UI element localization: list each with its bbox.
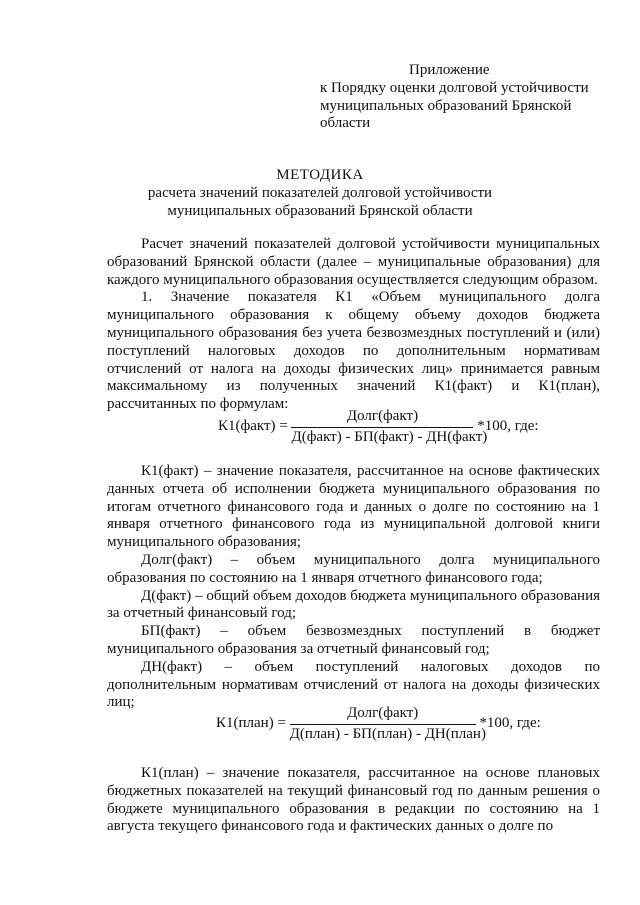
formula-lhs: К1(факт) = <box>218 418 288 435</box>
paragraph: Расчет значений показателей долговой устойчивости муниципальных образований Брянской области (далее – муниципальные образования) для каждого муниципального образования осуществляется следующим образом. <box>107 236 600 288</box>
formula-k1-plan <box>216 705 541 744</box>
intro-block <box>107 236 600 414</box>
appendix-line: области <box>320 115 371 132</box>
formula-lhs: К1(план) = <box>216 715 286 732</box>
formula-fraction <box>289 705 486 744</box>
formula-numerator: Долг(факт) <box>291 408 473 428</box>
definitions-block <box>107 463 600 712</box>
paragraph: К1(план) – значение показателя, рассчитанное на основе плановых бюджетных показателей на текущий финансовый год по данным решения о бюджете муниципального образования в редакции по состоянию на 1 августа текущего финансового года и фактических данных о долге по <box>107 765 600 835</box>
definition-paragraph: БП(факт) – объем безвозмездных поступлений в бюджет муниципального образования за отчетный финансовый год; <box>107 623 600 657</box>
definition-paragraph: ДН(факт) – объем поступлений налоговых доходов по дополнительным нормативам отчислений от налога на доходы физических лиц; <box>107 658 600 711</box>
formula-tail: *100, где: <box>477 418 539 435</box>
formula-denominator: Д(факт) - БП(факт) - ДН(факт) <box>291 428 488 445</box>
closing-block <box>107 765 600 836</box>
definition-paragraph: К1(факт) – значение показателя, рассчитанное на основе фактических данных отчета об исполнении бюджета муниципального образования по итогам отчетного финансового года и данных о долге по состоянию на 1 января отчетного финансового года из муниципальной долговой книги муниципального образования; <box>107 463 600 551</box>
appendix-line: Приложение <box>409 62 490 78</box>
formula-k1-fact <box>218 408 539 447</box>
title-heading: МЕТОДИКА <box>276 167 364 183</box>
definition-paragraph: Д(факт) – общий объем доходов бюджета муниципального образования за отчетный финансовый год; <box>107 587 600 622</box>
definition-paragraph: Долг(факт) – объем муниципального долга муниципального образования по состоянию на 1 января отчетного финансового года; <box>107 551 600 586</box>
appendix-line: к Порядку оценки долговой устойчивости <box>320 79 589 96</box>
formula-numerator: Долг(факт) <box>290 705 476 725</box>
title-subtitle-line: муниципальных образований Брянской области <box>167 202 473 219</box>
formula-tail: *100, где: <box>479 715 541 732</box>
appendix-line: муниципальных образований Брянской <box>320 97 572 114</box>
document-title <box>100 167 540 220</box>
formula-denominator: Д(план) - БП(план) - ДН(план) <box>289 725 486 742</box>
formula-fraction <box>291 408 488 447</box>
appendix-header <box>320 62 592 133</box>
title-subtitle-line: расчета значений показателей долговой устойчивости <box>147 184 493 201</box>
paragraph: 1. Значение показателя К1 «Объем муниципального долга муниципального образования к общему объему доходов бюджета муниципального образования без учета безвозмездных поступлений и (или) поступлений налоговых доходов по дополнительным нормативам отчислений от налога на доходы физических лиц» принимается равным максимальному из полученных значений К1(факт) и К1(план), рассчитанных по формулам: <box>107 289 600 413</box>
